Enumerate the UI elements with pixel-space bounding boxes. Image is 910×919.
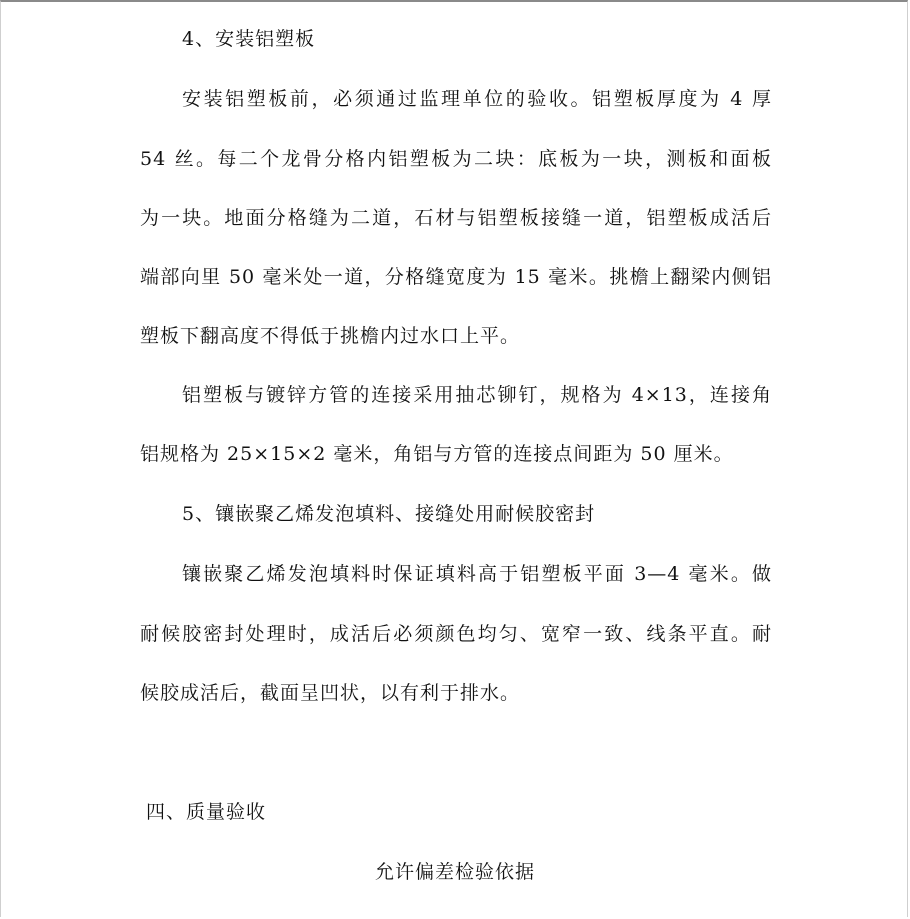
- section-5-para1-line3: 候胶成活后，截面呈凹状，以有利于排水。: [140, 682, 521, 704]
- section-4-para1-line2: 54 丝。每二个龙骨分格内铝塑板为二块：底板为一块，测板和面板: [140, 148, 772, 170]
- section-4-para1-line1: 安装铝塑板前，必须通过监理单位的验收。铝塑板厚度为 4 厚: [182, 88, 772, 110]
- section-5-para1-line1: 镶嵌聚乙烯发泡填料时保证填料高于铝塑板平面 3—4 毫米。做: [182, 563, 772, 585]
- section-4-heading: 4、安装铝塑板: [182, 28, 316, 50]
- section-5-para1-line2: 耐候胶密封处理时，成活后必须颜色均匀、宽窄一致、线条平直。耐: [140, 623, 772, 645]
- section-4-para1-line4: 端部向里 50 毫米处一道，分格缝宽度为 15 毫米。挑檐上翻梁内侧铝: [140, 266, 772, 288]
- chapter-4-heading: 四、质量验收: [146, 801, 267, 823]
- section-5-heading: 5、镶嵌聚乙烯发泡填料、接缝处用耐候胶密封: [182, 503, 596, 525]
- table-title: 允许偏差检验依据: [374, 861, 535, 883]
- section-4-para1-line5: 塑板下翻高度不得低于挑檐内过水口上平。: [140, 325, 521, 347]
- section-4-para2-line1: 铝塑板与镀锌方管的连接采用抽芯铆钉，规格为 4×13，连接角: [182, 384, 772, 406]
- section-4-para2-line2: 铝规格为 25×15×2 毫米，角铝与方管的连接点间距为 50 厘米。: [140, 443, 734, 465]
- section-4-para1-line3: 为一块。地面分格缝为二道，石材与铝塑板接缝一道，铝塑板成活后: [140, 207, 772, 229]
